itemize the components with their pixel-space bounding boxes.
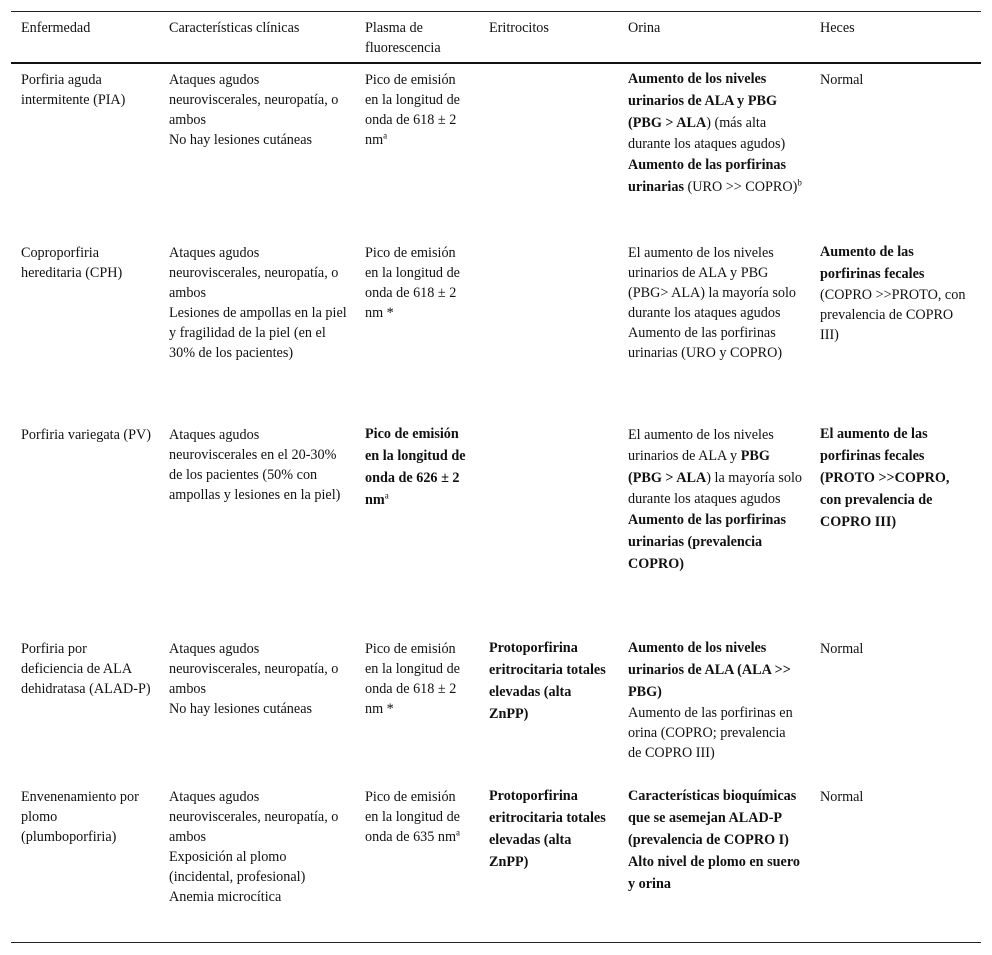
footnote-mark: a [456,827,461,838]
stool-text: Normal [820,789,864,805]
cell-clinicas [159,63,355,237]
porphyria-table [11,11,981,943]
stool-text-bold: El aumento de las porfirinas fecales (PROTO >>COPRO, con prevalencia de COPRO III [820,426,950,530]
urine-text: El aumento de los niveles urinarios de ALA y PBG (PBG> ALA) la mayoría solo durante los ataques agudos [628,245,796,321]
cell-eritrocitos [479,63,618,237]
cell-plasma [355,237,479,419]
cell-enfermedad [11,237,159,419]
header-caracteristicas: Características clínicas [169,20,300,36]
erythrocyte-text-bold: Protoporfirina eritrocitaria totales elevadas (alta ZnPP) [489,640,606,722]
urine-text: ) la mayoría solo durante los ataques agudos [628,470,802,507]
plasma-text-bold: Pico de emisión en la longitud de onda de 626 ± 2 nm [365,426,466,508]
cell-orina [618,633,810,781]
footnote-mark: a [384,490,389,501]
header-orina: Orina [628,20,661,36]
clinical-line: Ataques agudos neuroviscerales, neuropatía, o ambos [169,789,339,845]
stool-text: ) [891,514,897,530]
clinical-line: Anemia microcítica [169,889,282,905]
cell-orina [618,237,810,419]
clinical-line: No hay lesiones cutáneas [169,701,313,717]
table-row [11,237,981,419]
urine-text-bold: PBG (PBG > ALA [628,448,770,486]
disease-name: Porfiria aguda intermitente (PIA) [21,72,126,108]
stool-text: Normal [820,72,864,88]
header-eritrocitos: Eritrocitos [489,20,549,36]
cell-clinicas [159,781,355,942]
cell-clinicas [159,419,355,633]
clinical-line: Ataques agudos neuroviscerales en el 20-30% de los pacientes (50% con ampollas y lesiones en la piel) [169,427,341,503]
table-container [11,11,981,943]
cell-orina [618,63,810,237]
cell-eritrocitos [479,237,618,419]
table-row [11,781,981,942]
cell-eritrocitos [479,781,618,942]
cell-orina [618,781,810,942]
footnote-mark: b [797,177,802,188]
urine-text-bold: Características bioquímicas que se asemejan ALAD-P (prevalencia de COPRO I) [628,788,797,848]
urine-text-bold: Alto nivel de plomo en suero y orina [628,854,800,892]
cell-heces [810,633,981,781]
cell-orina [618,419,810,633]
clinical-line: Lesiones de ampollas en la piel y fragilidad de la piel (en el 30% de los pacientes) [169,305,347,361]
cell-plasma [355,633,479,781]
urine-text: (URO >> COPRO) [683,179,798,195]
table-row [11,419,981,633]
plasma-text: Pico de emisión en la longitud de onda de 635 nm [365,789,460,845]
cell-eritrocitos [479,419,618,633]
cell-enfermedad [11,419,159,633]
clinical-line: Ataques agudos neuroviscerales, neuropatía, o ambos [169,72,339,128]
urine-text: Aumento de las porfirinas urinarias (URO y COPRO) [628,325,783,361]
cell-heces [810,781,981,942]
disease-name: Porfiria variegata (PV) [21,427,152,443]
footnote-mark: a [383,130,388,141]
urine-text-bold: Aumento de los niveles urinarios de ALA y PBG (PBG > ALA [628,71,777,131]
cell-plasma [355,63,479,237]
cell-plasma [355,419,479,633]
clinical-line: No hay lesiones cutáneas [169,132,313,148]
urine-text-bold: Aumento de las porfirinas urinarias (prevalencia COPRO) [628,512,787,572]
header-plasma: Plasma de fluorescencia [365,20,441,56]
stool-text: (COPRO >>PROTO, con prevalencia de COPRO III) [820,287,966,343]
erythrocyte-text-bold: Protoporfirina eritrocitaria totales elevadas (alta ZnPP) [489,788,606,870]
cell-heces [810,419,981,633]
disease-name: Coproporfiria hereditaria (CPH) [21,245,123,281]
cell-enfermedad [11,781,159,942]
cell-heces [810,237,981,419]
header-row [11,12,981,64]
urine-text: Aumento de las porfirinas en orina (COPRO; prevalencia de COPRO III) [628,705,793,761]
cell-heces [810,63,981,237]
urine-text-bold: Aumento de los niveles urinarios de ALA (ALA >> PBG) [628,640,791,700]
clinical-line: Ataques agudos neuroviscerales, neuropatía, o ambos [169,245,339,301]
cell-enfermedad [11,633,159,781]
stool-text: Normal [820,641,864,657]
urine-text-bold: Aumento de las porfirinas urinarias [628,157,787,195]
cell-plasma [355,781,479,942]
plasma-text: Pico de emisión en la longitud de onda de 618 ± 2 nm * [365,641,460,717]
cell-eritrocitos [479,633,618,781]
header-enfermedad: Enfermedad [21,20,91,36]
table-row [11,633,981,781]
header-heces: Heces [820,20,855,36]
cell-clinicas [159,237,355,419]
plasma-text: Pico de emisión en la longitud de onda de 618 ± 2 nm [365,72,460,148]
plasma-text: Pico de emisión en la longitud de onda de 618 ± 2 nm * [365,245,460,321]
stool-text-bold: Aumento de las porfirinas fecales [820,244,925,282]
cell-enfermedad [11,63,159,237]
urine-text: El aumento de los niveles urinarios de ALA y [628,427,774,464]
disease-name: Envenenamiento por plomo (plumboporfiria) [21,789,139,845]
clinical-line: Exposición al plomo (incidental, profesional) [169,849,306,885]
table-row [11,63,981,237]
disease-name: Porfiria por deficiencia de ALA dehidratasa (ALAD-P) [21,641,151,697]
urine-text: ) (más alta durante los ataques agudos) [628,115,786,152]
clinical-line: Ataques agudos neuroviscerales, neuropatía, o ambos [169,641,339,697]
cell-clinicas [159,633,355,781]
